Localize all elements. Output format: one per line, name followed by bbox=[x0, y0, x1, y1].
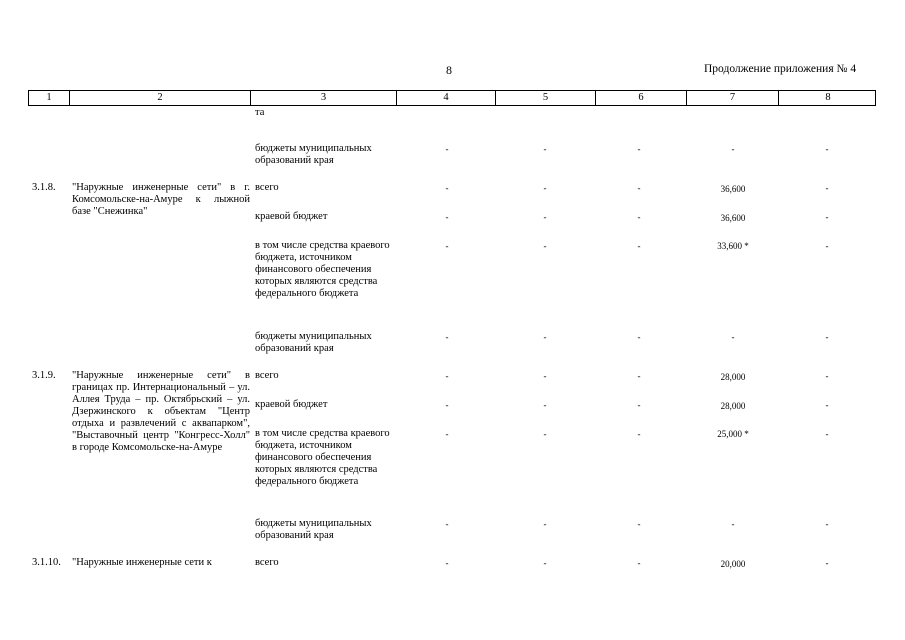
cell-col8: - bbox=[825, 371, 829, 381]
item-title: "Наружные инженерные сети" в г. Комсомольске-на-Амуре к лыжной базе "Снежинка" bbox=[72, 182, 250, 217]
cell-col6: - bbox=[637, 429, 641, 439]
cell-col5: - bbox=[543, 212, 547, 222]
cell-col6: - bbox=[637, 558, 641, 568]
item-number: 3.1.8. bbox=[32, 182, 56, 193]
cell-col5: - bbox=[543, 241, 547, 251]
cell-col7: 25,000 * bbox=[717, 429, 749, 439]
row-label: бюджеты муниципальных образований края bbox=[255, 143, 372, 166]
row-label: краевой бюджет bbox=[255, 399, 328, 410]
cell-col6: - bbox=[637, 183, 641, 193]
row-label: в том числе средства краевого бюджета, источником финансового обеспечения которых являются средства федерального бюджета bbox=[255, 428, 390, 487]
cell-col5: - bbox=[543, 400, 547, 410]
row-label: бюджеты муниципальных образований края bbox=[255, 331, 372, 354]
row-label: всего bbox=[255, 182, 279, 193]
cell-col5: - bbox=[543, 371, 547, 381]
cell-col8: - bbox=[825, 241, 829, 251]
cell-col4: - bbox=[445, 212, 449, 222]
row-label: в том числе средства краевого бюджета, источником финансового обеспечения которых являются средства федерального бюджета bbox=[255, 240, 390, 299]
row-label: всего bbox=[255, 557, 279, 568]
cell-col8: - bbox=[825, 429, 829, 439]
cell-col7: 33,600 * bbox=[717, 241, 749, 251]
page-number: 8 bbox=[446, 63, 452, 77]
cell-col6: - bbox=[637, 241, 641, 251]
cell-col5: - bbox=[543, 183, 547, 193]
cell-col8: - bbox=[825, 558, 829, 568]
cell-col5: - bbox=[543, 332, 547, 342]
cell-col6: - bbox=[637, 144, 641, 154]
cell-col4: - bbox=[445, 400, 449, 410]
row-label: краевой бюджет bbox=[255, 211, 328, 222]
item-number: 3.1.9. bbox=[32, 370, 56, 381]
header-col-7: 7 bbox=[687, 91, 779, 105]
cell-col6: - bbox=[637, 519, 641, 529]
cell-col7: - bbox=[731, 519, 735, 529]
cell-col8: - bbox=[825, 183, 829, 193]
cell-col8: - bbox=[825, 400, 829, 410]
cell-col4: - bbox=[445, 332, 449, 342]
cell-col4: - bbox=[445, 519, 449, 529]
row-label: бюджеты муниципальных образований края bbox=[255, 518, 372, 541]
cell-col6: - bbox=[637, 332, 641, 342]
cell-col5: - bbox=[543, 429, 547, 439]
cell-col7: 20,000 bbox=[720, 559, 746, 569]
continuation-label: Продолжение приложения № 4 bbox=[704, 63, 857, 75]
header-col-8: 8 bbox=[825, 92, 831, 103]
cell-col7: 36,600 bbox=[720, 213, 746, 223]
cell-col7: - bbox=[731, 332, 735, 342]
cell-col8: - bbox=[825, 519, 829, 529]
cell-col4: - bbox=[445, 558, 449, 568]
cell-col4: - bbox=[445, 241, 449, 251]
cell-col4: - bbox=[445, 183, 449, 193]
cell-col8: - bbox=[825, 144, 829, 154]
header-col-4: 4 bbox=[397, 91, 496, 105]
row-label: всего bbox=[255, 370, 279, 381]
cell-col7: 28,000 bbox=[720, 372, 746, 382]
header-col-3: 3 bbox=[251, 91, 397, 105]
cell-col8: - bbox=[825, 212, 829, 222]
cell-col7: 36,600 bbox=[720, 184, 746, 194]
header-col-5: 5 bbox=[496, 91, 596, 105]
cell-col6: - bbox=[637, 400, 641, 410]
item-title: "Наружные инженерные сети к bbox=[72, 557, 212, 568]
header-col-1: 1 bbox=[29, 91, 70, 105]
cell-col4: - bbox=[445, 371, 449, 381]
cell-col8: - bbox=[825, 332, 829, 342]
cell-col6: - bbox=[637, 212, 641, 222]
item-title: "Наружные инженерные сети" в границах пр. Интернациональный – ул. Аллея Труда – пр. Октябрьский – ул. Дзержинского к объектам "Центр отдыха и развлечений с аквапарком", "Выставочный центр "Конгресс-Холл" в городе Комсомольске-на-Амуре bbox=[72, 370, 250, 453]
cell-col5: - bbox=[543, 519, 547, 529]
cell-col7: 28,000 bbox=[720, 401, 746, 411]
cell-col6: - bbox=[637, 371, 641, 381]
row-label-fragment: та bbox=[255, 107, 265, 118]
cell-col5: - bbox=[543, 144, 547, 154]
header-col-6: 6 bbox=[596, 91, 687, 105]
cell-col5: - bbox=[543, 558, 547, 568]
header-col-2: 2 bbox=[70, 91, 251, 105]
cell-col4: - bbox=[445, 144, 449, 154]
cell-col4: - bbox=[445, 429, 449, 439]
item-number: 3.1.10. bbox=[32, 557, 61, 568]
cell-col7: - bbox=[731, 144, 735, 154]
